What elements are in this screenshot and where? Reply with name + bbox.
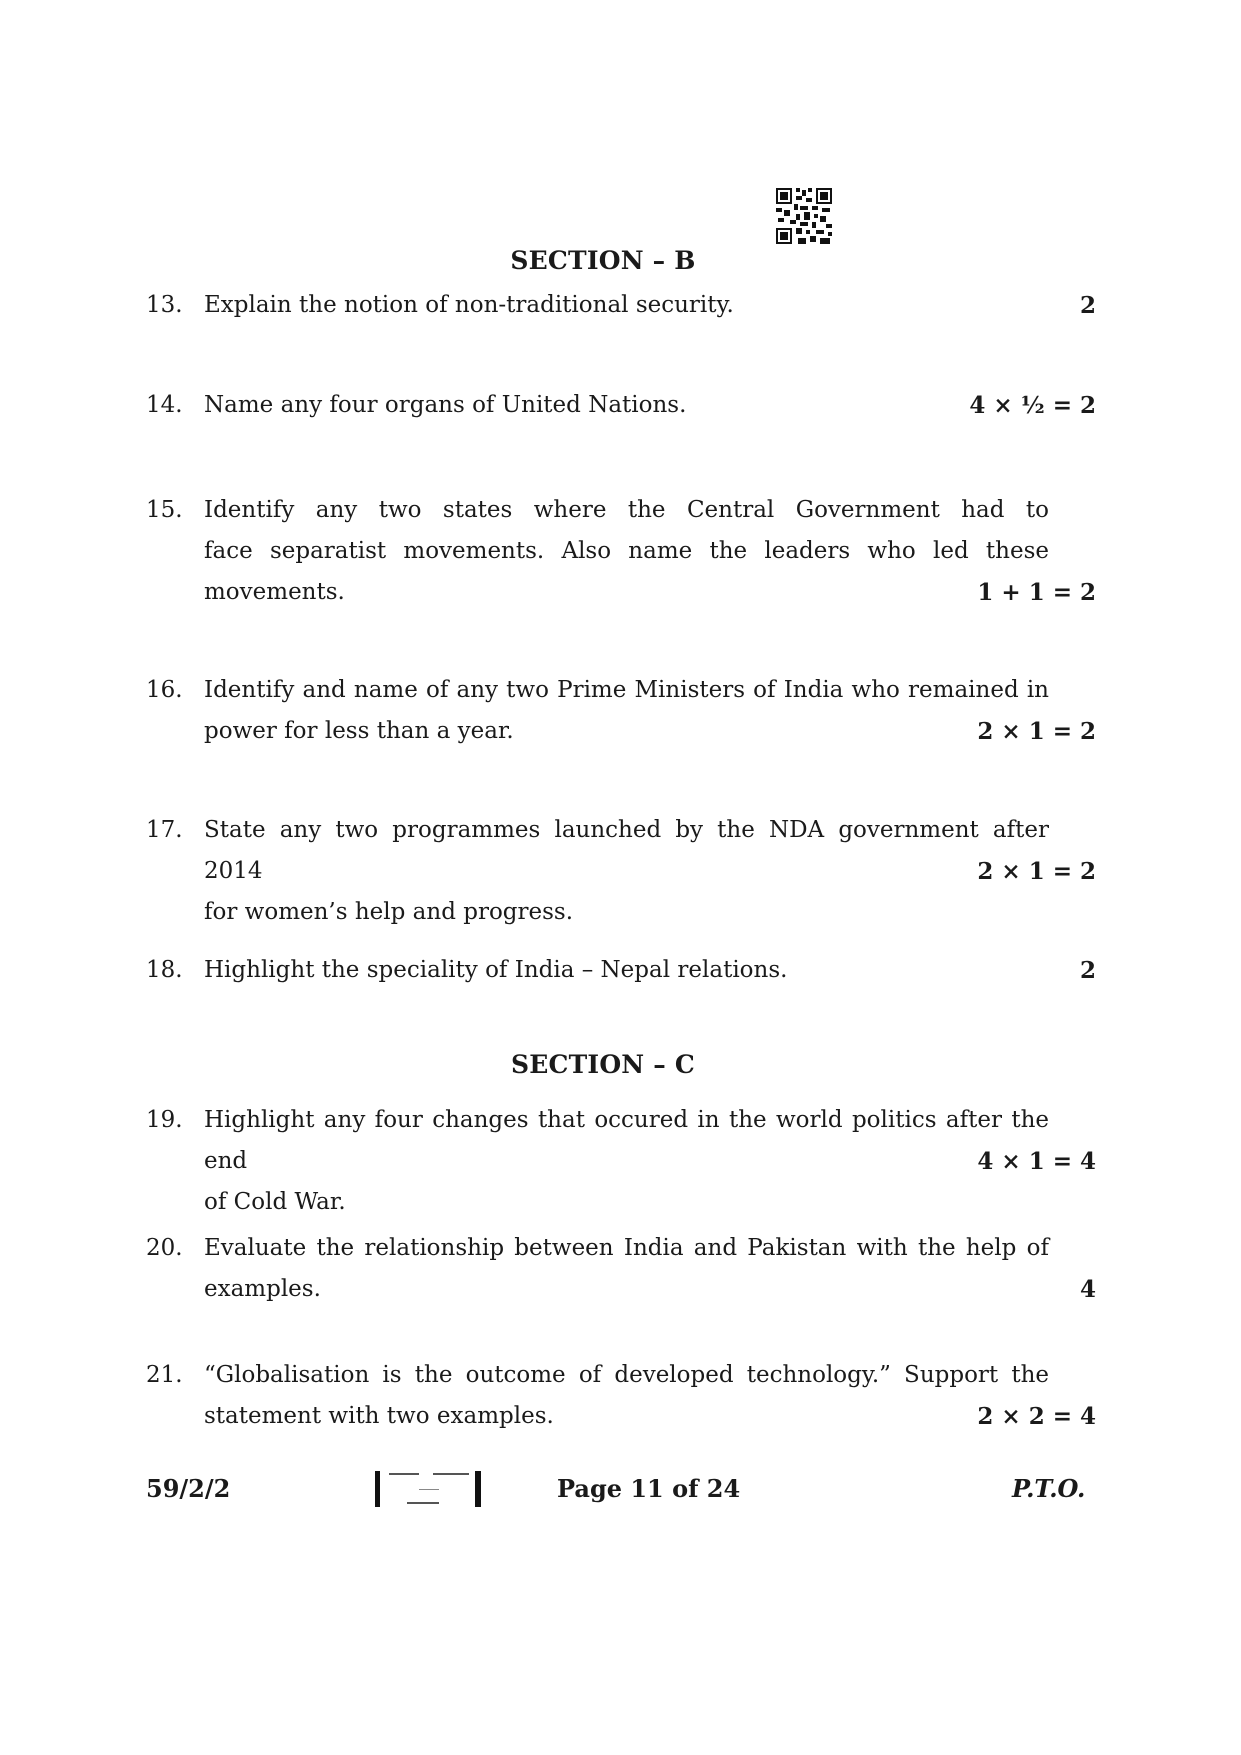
question-text: power for less than a year. (204, 718, 514, 744)
question-text: Evaluate the relationship between India and Pakistan with the help of (204, 1235, 1049, 1261)
question-number: 13. (146, 292, 183, 318)
question-text: Name any four organs of United Nations. (204, 392, 687, 418)
question-text: for women’s help and progress. (204, 899, 574, 925)
question-text: examples. (204, 1276, 321, 1302)
question-number: 17. (146, 817, 183, 843)
question-text: movements. (204, 579, 345, 605)
please-turn-over: P.T.O. (1012, 1474, 1086, 1503)
question-text: Explain the notion of non-traditional security. (204, 292, 734, 318)
question-number: 16. (146, 677, 183, 703)
question-number: 20. (146, 1235, 183, 1261)
question-marks: 2 × 1 = 2 (977, 858, 1096, 885)
question-number: 18. (146, 957, 183, 983)
question-text: of Cold War. (204, 1189, 346, 1215)
question-number: 14. (146, 392, 183, 418)
question-text: “Globalisation is the outcome of developed technology.” Support the (204, 1362, 1049, 1388)
question-marks: 2 (1079, 292, 1096, 319)
question-number: 15. (146, 497, 183, 523)
question-text: statement with two examples. (204, 1403, 554, 1429)
question-number: 21. (146, 1362, 183, 1388)
question-text: State any two programmes launched by the NDA government after 2014 (204, 817, 1049, 884)
section-c-heading: SECTION – C (511, 1050, 695, 1079)
barcode-icon (375, 1471, 481, 1507)
question-marks: 1 + 1 = 2 (977, 579, 1096, 606)
question-text: Highlight any four changes that occured in the world politics after the end (204, 1107, 1049, 1174)
paper-code: 59/2/2 (146, 1474, 231, 1503)
section-b-heading: SECTION – B (510, 246, 696, 275)
question-text: Identify and name of any two Prime Ministers of India who remained in (204, 677, 1049, 703)
question-text: face separatist movements. Also name the leaders who led these (204, 538, 1049, 564)
question-marks: 2 × 2 = 4 (977, 1403, 1096, 1430)
question-marks: 4 (1079, 1276, 1096, 1303)
page-number: Page 11 of 24 (557, 1474, 741, 1503)
question-text: Identify any two states where the Central Government had to (204, 497, 1049, 523)
question-marks: 2 (1079, 957, 1096, 984)
question-marks: 4 × 1 = 4 (977, 1148, 1096, 1175)
question-marks: 2 × 1 = 2 (977, 718, 1096, 745)
qr-code-icon (776, 188, 832, 244)
question-text: Highlight the speciality of India – Nepal relations. (204, 957, 788, 983)
question-number: 19. (146, 1107, 183, 1133)
question-marks: 4 × ½ = 2 (969, 392, 1096, 419)
